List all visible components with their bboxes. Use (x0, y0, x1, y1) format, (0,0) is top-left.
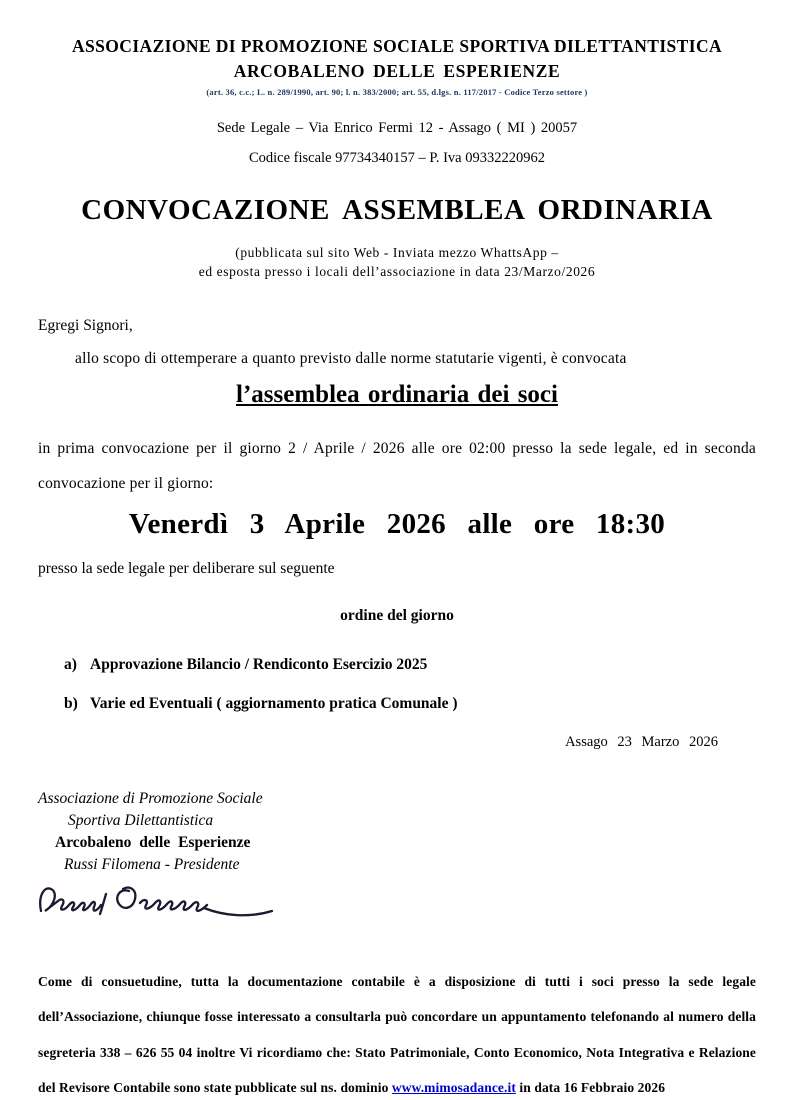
first-call-paragraph: in prima convocazione per il giorno 2 / Aprile / 2026 alle ore 02:00 presso la sede legale, ed in seconda convocazione per il giorno: (38, 439, 756, 492)
intro-paragraph: allo scopo di ottemperare a quanto previsto dalle norme statutarie vigenti, è convocata (75, 349, 627, 367)
publication-note-line1: (pubblicata sul sito Web - Inviata mezzo WhattsApp – (235, 244, 559, 260)
place-and-date: Assago 23 Marzo 2026 (565, 733, 718, 750)
agenda-list (38, 656, 756, 713)
publication-note-line2: ed esposta presso i locali dell’associazione in data 23/Marzo/2026 (198, 263, 596, 279)
footer-domain-link[interactable]: www.mimosadance.it (391, 1080, 516, 1096)
signature-org-line3: Arcobaleno delle Esperienze (55, 833, 251, 851)
association-name-line2: ARCOBALENO DELLE ESPERIENZE (233, 60, 561, 81)
agenda-item-b-label: b) (64, 694, 78, 712)
association-name-line1: ASSOCIAZIONE DI PROMOZIONE SOCIALE SPORTIVA DILETTANTISTICA (71, 36, 723, 56)
handwritten-signature-icon (34, 878, 284, 924)
signature-org-line2: Sportiva Dilettantistica (68, 811, 214, 829)
agenda-item-b-text: Varie ed Eventuali ( aggiornamento pratica Comunale ) (90, 694, 458, 712)
document-title: CONVOCAZIONE ASSEMBLEA ORDINARIA (81, 193, 713, 226)
signature-org-line1: Associazione di Promozione Sociale (38, 789, 263, 807)
fiscal-codes: Codice fiscale 97734340157 – P. Iva 09332220962 (248, 149, 545, 166)
signature-block (38, 788, 756, 924)
signature-president-name: Russi Filomena - Presidente (64, 855, 240, 873)
footer-text-after-link: in data 16 Febbraio 2026 (515, 1080, 666, 1096)
second-call-date: Venerdì 3 Aprile 2026 alle ore 18:30 (128, 507, 666, 540)
salutation: Egregi Signori, (38, 316, 133, 334)
agenda-item-b (64, 695, 756, 713)
footer-text-before-link: Come di consuetudine, tutta la documentazione contabile è a disposizione di tutti i soci presso la sede legale dell’Associazione, chiunque fosse interessato a consultarla può concordare un appuntamento telefonando al numero della segreteria 338 – 626 55 04 inoltre Vi ricordiamo che: Stato Patrimoniale, Conto Economico, Nota Integrativa e Relazione del Revisore Contabile sono state pubblicate sul ns. dominio (38, 973, 756, 1096)
publication-note (38, 244, 756, 282)
agenda-heading: ordine del giorno (340, 606, 454, 624)
agenda-item-a-text: Approvazione Bilancio / Rendiconto Esercizio 2025 (90, 655, 428, 673)
venue-line: presso la sede legale per deliberare sul seguente (38, 559, 335, 577)
footer-paragraph (38, 964, 756, 1100)
agenda-item-a (64, 656, 756, 674)
registered-office-address: Sede Legale – Via Enrico Fermi 12 - Assago ( MI ) 20057 (216, 119, 578, 136)
legal-references: (art. 36, c.c.; L. n. 289/1990, art. 90; l. n. 383/2000; art. 55, d.lgs. n. 117/2017 - Codice Terzo settore ) (206, 86, 588, 97)
assembly-title: l’assemblea ordinaria dei soci (236, 380, 558, 408)
agenda-item-a-label: a) (64, 655, 77, 673)
